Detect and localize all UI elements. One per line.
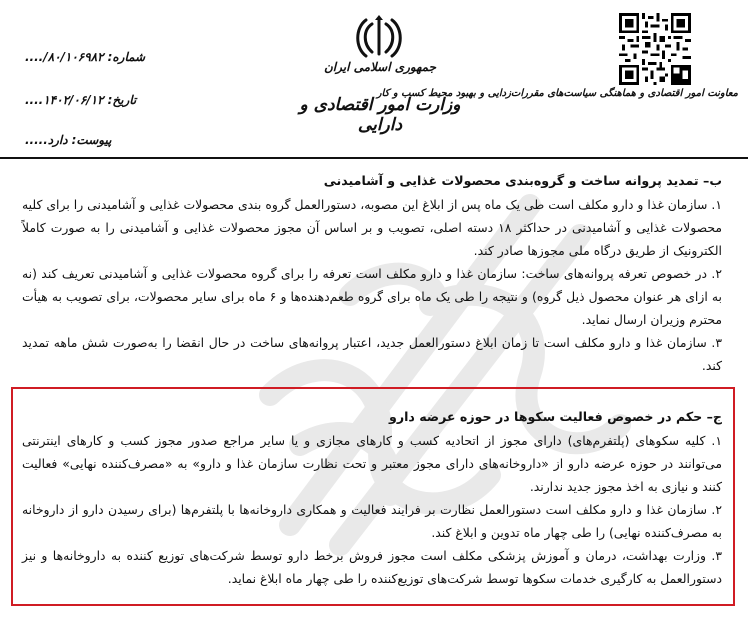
attachment-value: دارد.....: [25, 133, 68, 147]
header-divider: [0, 157, 748, 159]
section-b-item-3: ۳. سازمان غذا و دارو مکلف است تا زمان ابلاغ دستورالعمل جدید، اعتبار پروانه‌های ساخت در حال انقضا را به‌صورت شش ماهه تمدید کند.: [22, 335, 722, 373]
date-value: ۱۴۰۲/۰۶/۱۲....: [25, 93, 104, 107]
section-c-title: ج– حکم در خصوص فعالیت سکوها در حوزه عرضه دارو: [389, 409, 722, 424]
date-label: تاریخ:: [107, 93, 137, 107]
letter-number: [25, 50, 145, 64]
attachment-label: پیوست:: [71, 133, 112, 147]
section-c-item-3: ۳. وزارت بهداشت، درمان و آموزش پزشکی مکلف است مجوز فروش برخط دارو توسط شرکت‌های توزیع کننده به داروخانه‌ها و نیز دستورالعمل به کارگیری خدمات سکوها توسط شرکت‌های توزیع‌کننده را طی چهار ماه ابلاغ نماید.: [22, 548, 722, 586]
qr-code: [619, 13, 691, 85]
section-c: [22, 405, 722, 590]
republic-title: جمهوری اسلامی ایران: [323, 60, 437, 74]
organization-subtitle: معاونت امور اقتصادی و هماهنگی سیاست‌های مقررات‌زدایی و بهبود محیط کسب و کار: [376, 88, 738, 99]
section-c-item-2: ۲. سازمان غذا و دارو مکلف است دستورالعمل نظارت بر فرایند فعالیت و همکاری داروخانه‌ها با پلتفرم‌ها (برای رسیدن دارو از داروخانه به مصرف‌کننده نهایی) را طی چهار ماه تدوین و ابلاغ کند.: [22, 502, 722, 540]
section-b: [22, 169, 722, 377]
section-c-item-1: ۱. کلیه سکوهای (پلتفرم‌های) دارای مجوز از اتحادیه کسب و کارهای مجازی و یا سایر مراجع صدور مجوز کسب و کارهای اینترنتی می‌توانند در حوزه عرضه دارو از «داروخانه‌های دارای مجوز معتبر و تحت نظارت سازمان غذا و دارو» به «مصرف‌کننده نهایی» فعالیت کنند و نیازی به اخذ مجوز جدید ندارند.: [22, 433, 722, 494]
section-b-item-1: ۱. سازمان غذا و دارو مکلف است طی یک ماه پس از ابلاغ این مصوبه، دستورالعمل گروه بندی محصولات غذایی و آشامیدنی را برای کلیه محصولات غذایی و آشامیدنی در حداکثر ۱۸ دسته اصلی، تصویب و بر اساس آن مجوز محصولات غذایی و آشامیدنی را به صورت کاملاً الکترونیک از طریق درگاه ملی مجوزها صادر کند.: [22, 197, 722, 258]
number-value: ۸۰/۱۰۶۹۸۲/....: [25, 50, 104, 64]
section-b-title: ب– تمدید پروانه ساخت و گروه‌بندی محصولات غذایی و آشامیدنی: [323, 173, 722, 188]
section-b-item-2: ۲. در خصوص تعرفه پروانه‌های ساخت: سازمان غذا و دارو مکلف است تعرفه را برای گروه محصولات غذایی و آشامیدنی تعریف کند (نه به ازای هر عنوان محصول ذیل گروه) و نتیجه را طی یک ماه برای گروه طعم‌دهنده‌ها و ۶ ماه برای سایر محصولات، برای تصویب به هیأت محترم وزیران ارسال نماید.: [22, 266, 723, 327]
ministry-title: وزارت امور اقتصادی و دارایی: [299, 95, 461, 135]
letter-date: [25, 93, 136, 107]
number-label: شماره:: [107, 50, 146, 64]
letter-attachment: [25, 133, 111, 147]
iran-emblem-icon: [355, 14, 403, 60]
